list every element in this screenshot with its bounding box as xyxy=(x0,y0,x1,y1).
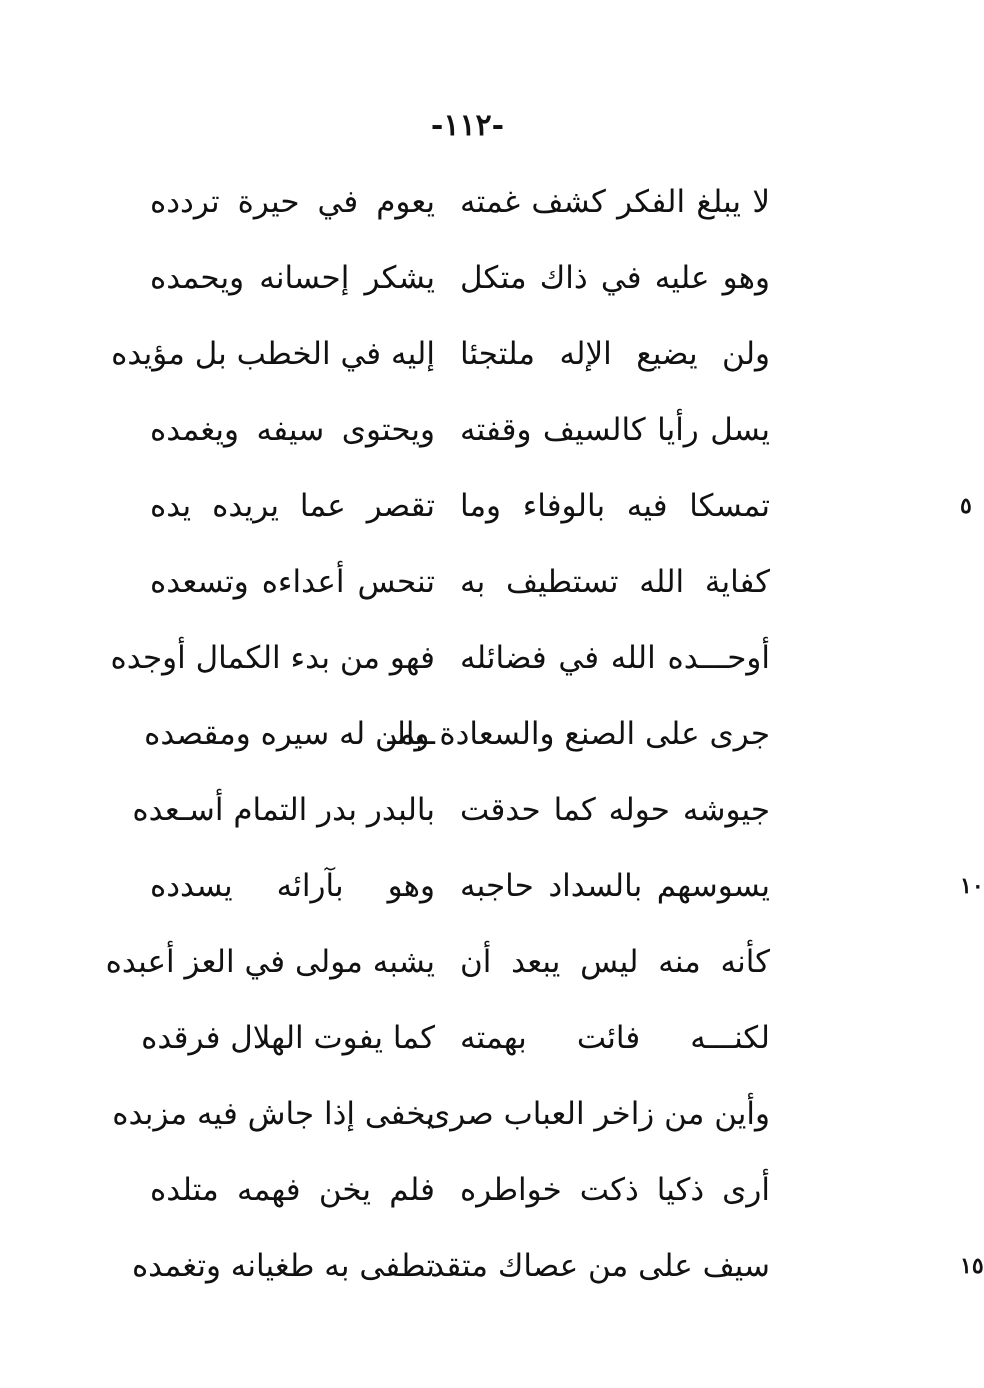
verse-line xyxy=(150,469,972,545)
second-hemistich: كما يفوت الهلال فرقده xyxy=(141,1020,435,1057)
first-hemistich: تمسكا فيه بالوفاء وما xyxy=(460,488,770,525)
line-number: ١٥ xyxy=(960,1253,984,1280)
line-number: ١٠ xyxy=(960,873,984,900)
verse-line xyxy=(111,317,770,393)
verse-line xyxy=(150,1153,770,1229)
verse-line xyxy=(141,1001,770,1077)
second-hemistich: تطفى به طغيانه وتغمده xyxy=(131,1248,435,1285)
second-hemistich: يشكر إحسانه ويحمده xyxy=(150,260,435,297)
verse-line xyxy=(112,1077,770,1153)
second-hemistich: تقصر عما يريده يده xyxy=(150,488,435,525)
first-hemistich: ولن يضيع الإله ملتجئا xyxy=(460,336,770,373)
second-hemistich: وهو بآرائه يسدده xyxy=(150,868,435,905)
verse-line xyxy=(150,393,770,469)
second-hemistich: ـيمن له سيره ومقصده xyxy=(144,716,435,753)
second-hemistich: ويحتوى سيفه ويغمده xyxy=(150,412,435,449)
second-hemistich: إليه في الخطب بل مؤيده xyxy=(111,336,435,373)
verse-line xyxy=(150,241,770,317)
second-hemistich: يشبه مولى في العز أعبده xyxy=(105,944,435,981)
first-hemistich: لكنـــه فائت بهمته xyxy=(460,1020,770,1057)
first-hemistich: جيوشه حوله كما حدقت xyxy=(460,792,770,829)
verse-line xyxy=(131,1229,984,1305)
second-hemistich: يخفى إذا جاش فيه مزبده xyxy=(112,1096,435,1133)
first-hemistich: جرى على الصنع والسعادة والـ xyxy=(387,716,770,753)
first-hemistich: كأنه منه ليس يبعد أن xyxy=(460,944,770,981)
verse-line xyxy=(105,925,770,1001)
first-hemistich: سيف على من عصاك متقد xyxy=(430,1248,770,1285)
verse-line xyxy=(150,165,770,241)
verse-line xyxy=(144,697,770,773)
page-number: -١١٢- xyxy=(430,108,505,143)
second-hemistich: فلم يخن فهمه متلده xyxy=(150,1172,435,1209)
first-hemistich: أرى ذكيا ذكت خواطره xyxy=(460,1172,770,1209)
verse-line xyxy=(132,773,770,849)
verse-line xyxy=(150,849,984,925)
poem-verses xyxy=(105,165,984,1305)
first-hemistich: وأين من زاخر العباب صرى xyxy=(426,1096,770,1133)
first-hemistich: يسل رأيا كالسيف وقفته xyxy=(460,412,770,449)
first-hemistich: أوحـــده الله في فضائله xyxy=(460,640,770,677)
second-hemistich: تنحس أعداءه وتسعده xyxy=(150,564,435,601)
first-hemistich: كفاية الله تستطيف به xyxy=(460,564,770,601)
first-hemistich: يسوسهم بالسداد حاجبه xyxy=(460,868,770,905)
verse-line xyxy=(150,545,770,621)
line-number: ٥ xyxy=(960,493,972,520)
second-hemistich: فهو من بدء الكمال أوجده xyxy=(110,640,435,677)
verse-line xyxy=(110,621,770,697)
second-hemistich: بالبدر بدر التمام أسـعده xyxy=(132,792,435,829)
second-hemistich: يعوم في حيرة تردده xyxy=(150,184,435,221)
first-hemistich: لا يبلغ الفكر كشف غمته xyxy=(460,184,770,221)
first-hemistich: وهو عليه في ذاك متكل xyxy=(460,260,770,297)
